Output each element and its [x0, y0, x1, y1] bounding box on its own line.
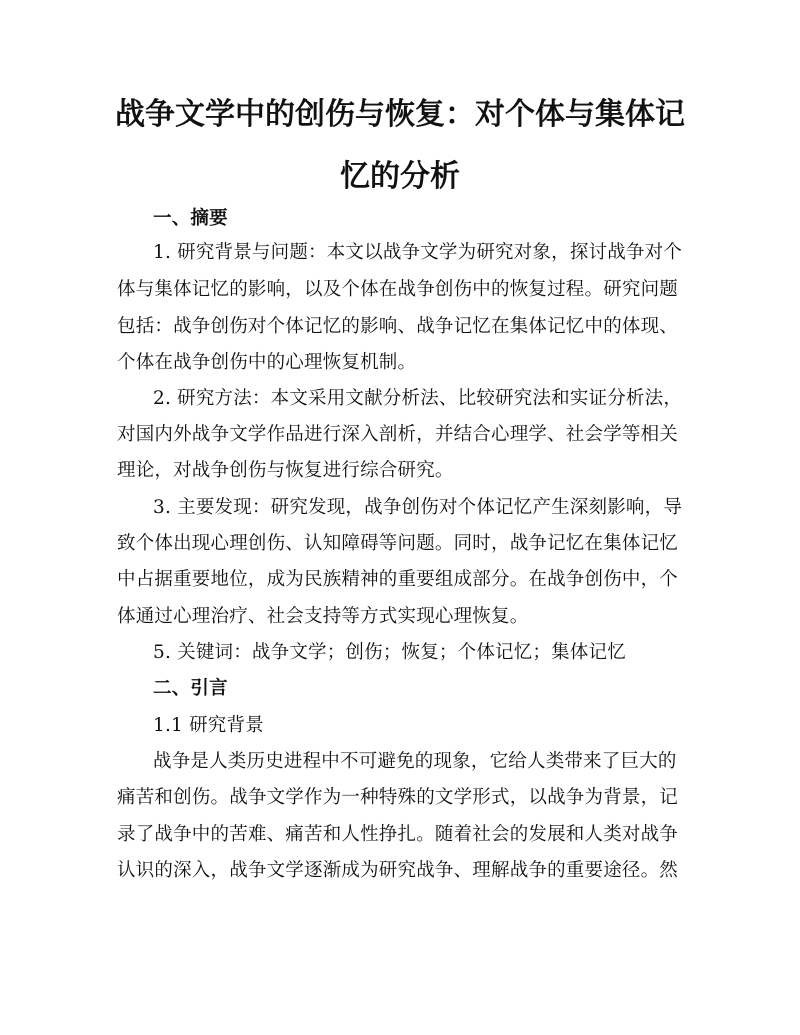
abstract-p3-line: 致个体出现心理创伤、认知障碍等问题。同时，战争记忆在集体记忆 [117, 533, 679, 554]
title-line-2: 忆的分析 [340, 159, 460, 194]
intro-p1-line: 战争是人类历史进程中不可避免的现象，它给人类带来了巨大的 [153, 751, 677, 772]
title-line-1: 战争文学中的创伤与恢复：对个体与集体记 [115, 97, 685, 132]
abstract-p3-line: 体通过心理治疗、社会支持等方式实现心理恢复。 [117, 606, 529, 627]
abstract-p2-line: 理论，对战争创伤与恢复进行综合研究。 [117, 460, 454, 481]
section-heading-introduction: 二、引言 [153, 678, 228, 699]
abstract-p1-line: 个体在战争创伤中的心理恢复机制。 [117, 352, 417, 373]
document-title [100, 84, 700, 208]
intro-p1-line: 认识的深入，战争文学逐渐成为研究战争、理解战争的重要途径。然 [117, 860, 679, 881]
keywords-line: 5. 关键词：战争文学；创伤；恢复；个体记忆；集体记忆 [153, 642, 626, 663]
abstract-p3-line: 中占据重要地位，成为民族精神的重要组成部分。在战争创伤中，个 [117, 569, 679, 590]
abstract-p2-line: 2. 研究方法：本文采用文献分析法、比较研究法和实证分析法， [153, 388, 683, 409]
abstract-p1-line: 1. 研究背景与问题：本文以战争文学为研究对象，探讨战争对个 [153, 242, 683, 263]
abstract-p1-line: 体与集体记忆的影响，以及个体在战争创伤中的恢复过程。研究问题 [117, 279, 679, 300]
subsection-heading-research-background: 1.1 研究背景 [153, 715, 264, 736]
section-heading-abstract: 一、摘要 [153, 208, 228, 229]
intro-p1-line: 录了战争中的苦难、痛苦和人性挣扎。随着社会的发展和人类对战争 [117, 824, 679, 845]
abstract-p3-line: 3. 主要发现：研究发现，战争创伤对个体记忆产生深刻影响，导 [153, 497, 683, 518]
abstract-p2-line: 对国内外战争文学作品进行深入剖析，并结合心理学、社会学等相关 [117, 424, 679, 445]
intro-p1-line: 痛苦和创伤。战争文学作为一种特殊的文学形式，以战争为背景，记 [117, 787, 679, 808]
abstract-p1-line: 包括：战争创伤对个体记忆的影响、战争记忆在集体记忆中的体现、 [117, 316, 679, 337]
